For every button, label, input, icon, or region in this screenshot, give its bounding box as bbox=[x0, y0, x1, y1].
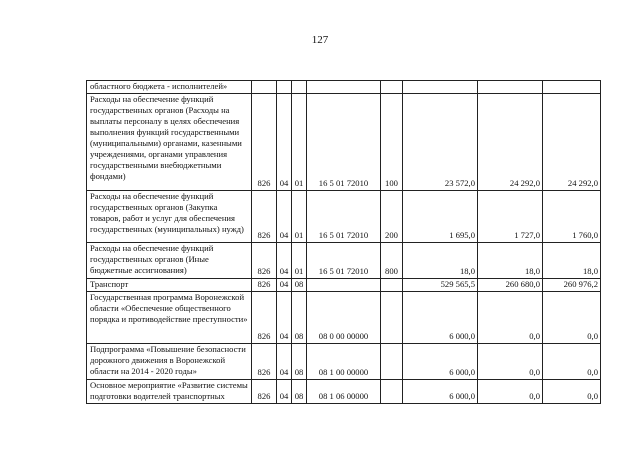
cell-pr: 08 bbox=[292, 292, 307, 344]
page-number: 127 bbox=[311, 34, 329, 46]
cell-cs: 08 1 06 00000 bbox=[307, 380, 381, 404]
cell-year2: 0,0 bbox=[478, 380, 543, 404]
cell-vr: 800 bbox=[381, 243, 403, 279]
cell-year2 bbox=[478, 81, 543, 94]
cell-gr: 826 bbox=[252, 344, 277, 380]
cell-cs: 16 5 01 72010 bbox=[307, 191, 381, 243]
cell-gr: 826 bbox=[252, 279, 277, 292]
cell-pr: 01 bbox=[292, 191, 307, 243]
cell-rz: 04 bbox=[277, 292, 292, 344]
cell-vr bbox=[381, 344, 403, 380]
cell-cs: 16 5 01 72010 bbox=[307, 94, 381, 191]
cell-rz: 04 bbox=[277, 191, 292, 243]
cell-year2: 18,0 bbox=[478, 243, 543, 279]
cell-vr: 200 bbox=[381, 191, 403, 243]
cell-year2: 0,0 bbox=[478, 344, 543, 380]
cell-year2: 1 727,0 bbox=[478, 191, 543, 243]
cell-name: Государственная программа Воронежской области «Обеспечение общественного порядка и противодействие преступности» bbox=[87, 292, 252, 344]
cell-pr bbox=[292, 81, 307, 94]
cell-pr: 01 bbox=[292, 243, 307, 279]
cell-year1: 1 695,0 bbox=[403, 191, 478, 243]
cell-cs bbox=[307, 81, 381, 94]
cell-name: Расходы на обеспечение функций государственных органов (Иные бюджетные ассигнования) bbox=[87, 243, 252, 279]
cell-name: Подпрограмма «Повышение безопасности дорожного движения в Воронежской области на 2014 - 2020 годы» bbox=[87, 344, 252, 380]
cell-year1: 18,0 bbox=[403, 243, 478, 279]
cell-vr bbox=[381, 380, 403, 404]
cell-year1: 529 565,5 bbox=[403, 279, 478, 292]
cell-name: Расходы на обеспечение функций государственных органов (Расходы на выплаты персоналу в целях обеспечения выполнения функций государственными (муниципальными) органами, казенными учреждениями, органами управления государственными внебюджетными фондами) bbox=[87, 94, 252, 191]
cell-cs: 08 1 00 00000 bbox=[307, 344, 381, 380]
table-row bbox=[87, 292, 601, 344]
cell-year1 bbox=[403, 81, 478, 94]
cell-year3: 1 760,0 bbox=[543, 191, 601, 243]
cell-pr: 08 bbox=[292, 279, 307, 292]
table-row bbox=[87, 191, 601, 243]
cell-gr: 826 bbox=[252, 191, 277, 243]
cell-vr: 100 bbox=[381, 94, 403, 191]
cell-year2: 0,0 bbox=[478, 292, 543, 344]
cell-rz: 04 bbox=[277, 279, 292, 292]
table-row bbox=[87, 279, 601, 292]
cell-gr bbox=[252, 81, 277, 94]
cell-pr: 01 bbox=[292, 94, 307, 191]
cell-pr: 08 bbox=[292, 380, 307, 404]
table-row bbox=[87, 81, 601, 94]
table-row bbox=[87, 243, 601, 279]
cell-year3 bbox=[543, 81, 601, 94]
cell-cs: 16 5 01 72010 bbox=[307, 243, 381, 279]
table-row bbox=[87, 94, 601, 191]
cell-cs: 08 0 00 00000 bbox=[307, 292, 381, 344]
cell-gr: 826 bbox=[252, 380, 277, 404]
cell-vr bbox=[381, 81, 403, 94]
cell-year1: 23 572,0 bbox=[403, 94, 478, 191]
cell-year2: 24 292,0 bbox=[478, 94, 543, 191]
cell-pr: 08 bbox=[292, 344, 307, 380]
cell-year3: 260 976,2 bbox=[543, 279, 601, 292]
cell-vr bbox=[381, 279, 403, 292]
cell-year1: 6 000,0 bbox=[403, 292, 478, 344]
cell-year3: 0,0 bbox=[543, 292, 601, 344]
budget-table bbox=[86, 80, 601, 404]
table-row bbox=[87, 344, 601, 380]
cell-year1: 6 000,0 bbox=[403, 344, 478, 380]
cell-rz bbox=[277, 81, 292, 94]
cell-year1: 6 000,0 bbox=[403, 380, 478, 404]
cell-rz: 04 bbox=[277, 94, 292, 191]
cell-rz: 04 bbox=[277, 380, 292, 404]
cell-gr: 826 bbox=[252, 243, 277, 279]
cell-year3: 24 292,0 bbox=[543, 94, 601, 191]
cell-year3: 0,0 bbox=[543, 344, 601, 380]
cell-name: Основное мероприятие «Развитие системы подготовки водителей транспортных bbox=[87, 380, 252, 404]
cell-rz: 04 bbox=[277, 243, 292, 279]
cell-rz: 04 bbox=[277, 344, 292, 380]
cell-year3: 0,0 bbox=[543, 380, 601, 404]
cell-name: Расходы на обеспечение функций государственных органов (Закупка товаров, работ и услуг для обеспечения государственных (муниципальных) нужд) bbox=[87, 191, 252, 243]
cell-year2: 260 680,0 bbox=[478, 279, 543, 292]
cell-gr: 826 bbox=[252, 94, 277, 191]
cell-vr bbox=[381, 292, 403, 344]
cell-gr: 826 bbox=[252, 292, 277, 344]
cell-name: Транспорт bbox=[87, 279, 252, 292]
cell-cs bbox=[307, 279, 381, 292]
cell-name: областного бюджета - исполнителей» bbox=[87, 81, 252, 94]
table-row bbox=[87, 380, 601, 404]
cell-year3: 18,0 bbox=[543, 243, 601, 279]
